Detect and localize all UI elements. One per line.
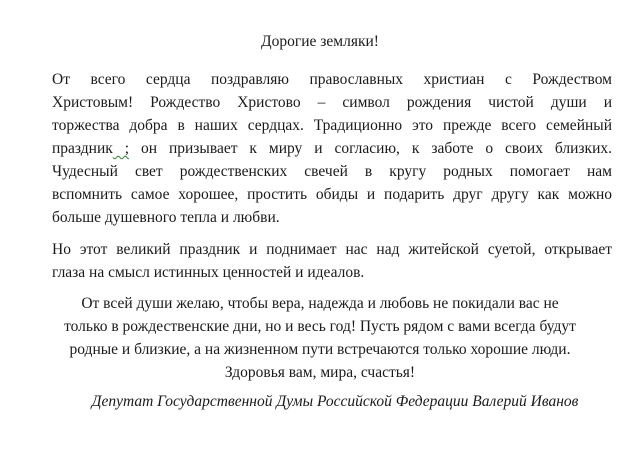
spellcheck-mark: ;: [112, 140, 130, 157]
paragraph3-line-1: От всей души желаю, чтобы вера, надежда и любовь не покидали вас не: [81, 295, 559, 312]
paragraph1-line-2: Христовым! Рождество Христово – символ рождения чистой души и: [52, 94, 612, 111]
paragraph3-line-2: только в рождественские дни, но и весь год! Пусть рядом с вами всегда будут: [64, 318, 576, 335]
paragraph1-line-4-rest: он призывает к миру и согласию, к заботе о своих близких.: [129, 140, 612, 157]
signature: Депутат Государственной Думы Российской Федерации Валерий Иванов: [91, 393, 579, 410]
paragraph1-line-6: вспомнить самое хорошее, простить обиды и подарить друг другу как можно: [52, 186, 612, 203]
paragraph2-line-2: глаза на смысл истинных ценностей и идеалов.: [52, 264, 365, 281]
paragraph1-line-7: больше душевного тепла и любви.: [52, 209, 280, 226]
paragraph1-line-4: [52, 139, 612, 158]
paragraph2-line-1: Но этот великий праздник и поднимает нас над житейской суетой, открывает: [52, 241, 612, 258]
paragraph3-line-3: родные и близкие, а на жизненном пути встречаются только хорошие люди.: [69, 341, 571, 358]
paragraph1-word-prazdnik: праздник: [52, 140, 113, 157]
paragraph1-line-5: Чудесный свет рождественских свечей в кругу родных помогает нам: [52, 163, 612, 180]
greeting-heading: Дорогие земляки!: [261, 33, 379, 50]
paragraph1-line-3: торжества добра в наших сердцах. Традиционно это прежде всего семейный: [52, 117, 612, 134]
paragraph1-line-1: От всего сердца поздравляю православных христиан с Рождеством: [52, 71, 612, 88]
paragraph3-line-4: Здоровья вам, мира, счастья!: [224, 364, 416, 381]
